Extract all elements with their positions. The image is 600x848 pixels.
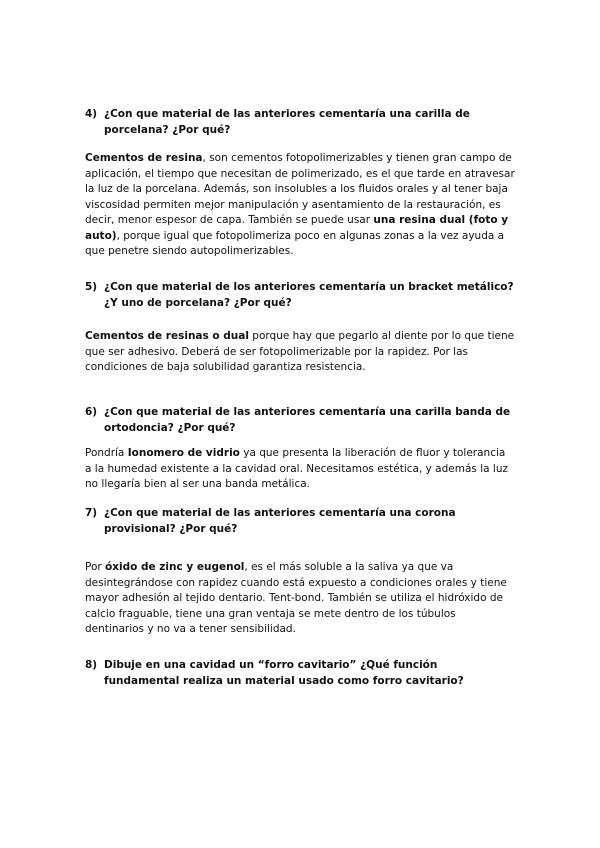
question-6 <box>85 404 515 436</box>
answer-text: Pondría <box>85 447 128 459</box>
question-number: 4) <box>85 108 98 120</box>
answer-text: , son cementos fotopolimerizables y tienen gran campo de aplicación, el tiempo que necesitan de polimerizado, es el que tarde en atravesar la luz de la porcelana. Además, son insolubles a los fluidos orales y al tener baja viscosidad permiten mejor manipulación y asentamiento de la restauración, es decir, menor espesor de capa. También se puede usar <box>85 152 515 226</box>
question-text: ¿Con que material de las anteriores cementaría una carilla banda de ortodoncia? ¿Por qué? <box>104 406 511 434</box>
question-text: Dibuje en una cavidad un “forro cavitario” ¿Qué función fundamental realiza un material usado como forro cavitario? <box>104 659 464 687</box>
answer-4 <box>85 151 515 260</box>
question-number: 7) <box>85 507 98 519</box>
answer-bold: Cementos de resinas o dual <box>85 330 249 342</box>
answer-text: , porque igual que fotopolimeriza poco en algunas zonas a la vez ayuda a que penetre siendo autopolimerizables. <box>85 229 505 257</box>
answer-5 <box>85 329 515 376</box>
question-number: 6) <box>85 406 98 418</box>
question-4 <box>85 106 515 138</box>
question-8 <box>85 657 515 689</box>
answer-bold: una resina dual (foto y auto) <box>85 214 509 242</box>
answer-bold: Cementos de resina <box>85 152 203 164</box>
answer-bold: Ionomero de vidrio <box>127 447 240 459</box>
question-5 <box>85 279 515 311</box>
question-text: ¿Con que material de los anteriores cementaría un bracket metálico? ¿Y uno de porcelana? ¿Por qué? <box>104 281 514 309</box>
answer-text: porque hay que pegarlo al diente por lo que tiene que ser adhesivo. Deberá de ser fotopolimerizable por la rapidez. Por las condiciones de baja solubilidad garantiza resistencia. <box>85 330 515 373</box>
question-7 <box>85 505 515 537</box>
question-number: 8) <box>85 659 98 671</box>
answer-text: , es el más soluble a la saliva ya que va desintegrándose con rapidez cuando está expuesto a condiciones orales y tiene mayor adhesión al tejido dentario. Tent-bond. También se utiliza el hidróxido de calcio fraguable, tiene una gran ventaja se mete dentro de los túbulos dentinarios y no va a tener sensibilidad. <box>85 561 507 635</box>
answer-text: Por <box>85 561 106 573</box>
question-text: ¿Con que material de las anteriores cementaría una corona provisional? ¿Por qué? <box>104 507 456 535</box>
answer-6 <box>85 446 515 493</box>
question-number: 5) <box>85 281 98 293</box>
answer-text: ya que presenta la liberación de fluor y tolerancia a la humedad existente a la cavidad oral. Necesitamos estética, y además la luz no llegaría bien al ser una banda metálica. <box>85 447 508 490</box>
question-text: ¿Con que material de las anteriores cementaría una carilla de porcelana? ¿Por qué? <box>104 108 470 136</box>
answer-bold: óxido de zinc y eugenol <box>105 561 245 573</box>
answer-7 <box>85 560 515 638</box>
